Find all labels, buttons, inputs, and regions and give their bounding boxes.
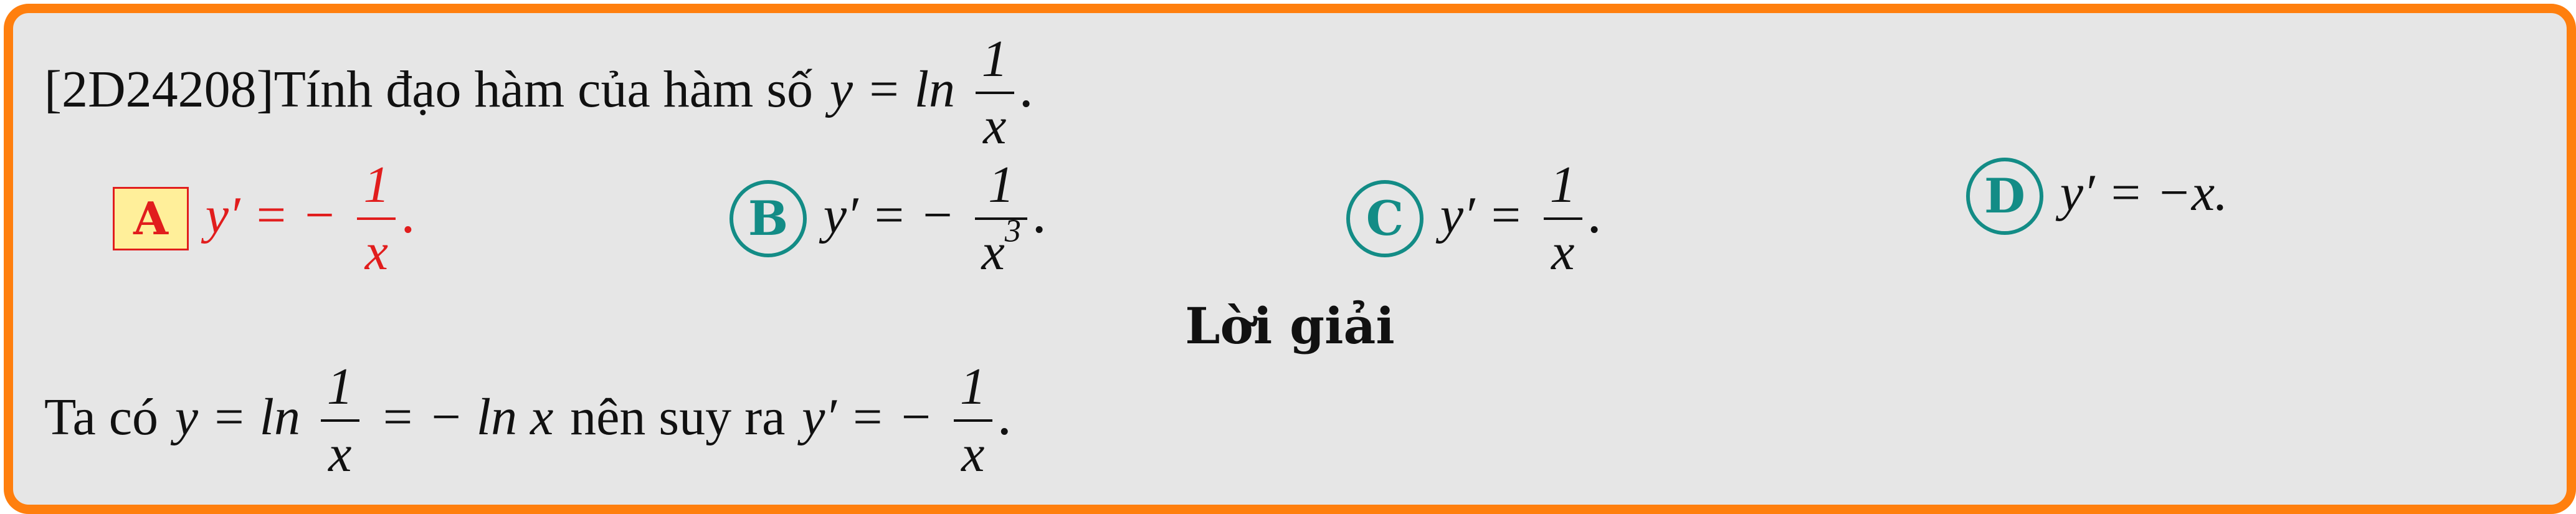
fraction-bar xyxy=(357,217,396,220)
option-c-label[interactable]: C xyxy=(1346,180,1423,257)
option-d-expr: y′ = −x. xyxy=(2060,164,2228,222)
option-b-end: . xyxy=(1030,184,1048,245)
question-fraction-den: x xyxy=(983,97,1007,156)
option-c-fraction xyxy=(1544,158,1582,280)
solution-eq1-lhs: y = ln xyxy=(174,388,301,447)
solution-text-1: Ta có xyxy=(44,388,159,447)
option-a-fraction xyxy=(357,158,396,280)
solution-eq1-rhs: = − ln x xyxy=(379,388,554,447)
fraction-bar xyxy=(321,419,359,422)
solution-eq2-lhs: y′ = − xyxy=(802,388,934,447)
option-b-num: 1 xyxy=(988,156,1015,214)
option-b-den-exp: 3 xyxy=(1004,213,1021,249)
option-d-label[interactable]: D xyxy=(1966,158,2043,235)
option-b-expr: y′ = − xyxy=(823,186,955,245)
solution-text-2: nên suy ra xyxy=(570,388,786,447)
solution-line xyxy=(44,359,1013,482)
question-text: Tính đạo hàm của hàm số xyxy=(273,60,814,119)
question-fraction xyxy=(976,32,1014,154)
option-b-fraction xyxy=(975,158,1027,280)
question-fraction-num: 1 xyxy=(981,30,1008,88)
question-end: . xyxy=(1017,58,1035,120)
solution-title: Lời giải xyxy=(1185,297,1395,355)
fraction-bar xyxy=(976,92,1014,94)
question-line xyxy=(44,32,1034,154)
option-a-expr: y′ = − xyxy=(205,186,337,245)
option-a-label[interactable]: A xyxy=(113,187,189,250)
option-a-num: 1 xyxy=(363,156,390,214)
option-c-expr: y′ = xyxy=(1440,186,1524,245)
solution-end: . xyxy=(996,386,1013,447)
option-a[interactable] xyxy=(113,158,416,280)
fraction-bar xyxy=(1544,217,1582,220)
question-code: [2D24208] xyxy=(44,60,274,119)
option-c-den: x xyxy=(1551,223,1575,282)
option-a-den: x xyxy=(364,223,389,282)
option-b-den-wrap xyxy=(975,213,1027,282)
option-d[interactable] xyxy=(1966,158,2228,235)
option-b-label[interactable]: B xyxy=(730,180,807,257)
question-card xyxy=(4,4,2576,514)
option-c[interactable] xyxy=(1346,158,1602,280)
solution-eq1-den: x xyxy=(328,425,352,483)
question-formula: y = ln xyxy=(829,60,956,119)
solution-eq1-fraction xyxy=(321,359,359,482)
solution-eq1-num: 1 xyxy=(326,358,353,416)
solution-eq2-den: x xyxy=(961,425,985,483)
fraction-bar xyxy=(954,419,992,422)
solution-eq2-fraction xyxy=(954,359,992,482)
option-a-end: . xyxy=(399,184,417,245)
option-b[interactable] xyxy=(730,158,1047,280)
option-c-num: 1 xyxy=(1549,156,1576,214)
solution-eq2-num: 1 xyxy=(959,358,986,416)
option-b-den: x xyxy=(981,223,1005,282)
option-c-end: . xyxy=(1585,184,1603,245)
